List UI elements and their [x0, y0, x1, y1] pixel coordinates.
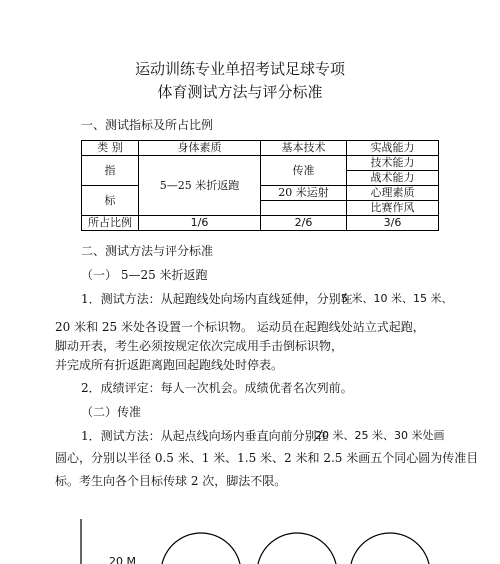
- header-category: 类 别: [82, 141, 139, 156]
- sub1-method-line1: 1．测试方法：从起跑线处向场内直线延伸，分别在: [81, 292, 353, 306]
- table-row: [82, 186, 439, 201]
- sub2-method-distances: 20 米、25 米、30 米处画: [315, 429, 445, 442]
- sub1-method-line3: 脚动开表，考生必须按规定依次完成用手击倒标识物，: [55, 339, 344, 353]
- technique-pass-cell: 传准: [261, 156, 347, 186]
- header-physical: 身体素质: [139, 141, 261, 156]
- target-circle-25m: [257, 533, 337, 564]
- sub1-method-distances: 5 米、10 米、15 米、: [341, 292, 453, 305]
- table-row: [82, 156, 439, 171]
- sub1-scoring: 2．成绩评定：每人一次机会。成绩优者名次列前。: [81, 381, 353, 395]
- sub1-title: （一） 5—25 米折返跑: [81, 268, 208, 282]
- distance-label: 20 M: [109, 555, 136, 564]
- section1-heading: 一、测试指标及所占比例: [81, 118, 214, 132]
- header-technique: 基本技术: [261, 141, 347, 156]
- sub2-method-line1: 1．测试方法：从起点线向场内垂直向前分别在: [81, 429, 329, 443]
- ratio-technique: 2/6: [261, 216, 347, 231]
- category-cell-top: 指: [82, 156, 139, 186]
- ratio-label: 所占比例: [82, 216, 139, 231]
- sub1-method-line2: 20 米和 25 米处各设置一个标识物。 运动员在起跑线处站立式起跑，: [55, 320, 425, 334]
- technique-shot-cell: 20 米运射: [261, 186, 347, 201]
- category-cell-bottom: 标: [82, 186, 139, 216]
- table-ratio-row: [82, 216, 439, 231]
- section2-heading: 二、测试方法与评分标准: [81, 244, 214, 258]
- metrics-table: [81, 140, 439, 231]
- target-circles-diagram: [0, 515, 500, 564]
- target-circle-20m: [161, 533, 241, 564]
- ratio-physical: 1/6: [139, 216, 261, 231]
- table-header-row: [82, 141, 439, 156]
- combat-cell: 比赛作风: [347, 201, 439, 216]
- combat-cell: 战术能力: [347, 171, 439, 186]
- sub1-method-line4: 并完成所有折返距离跑回起跑线处时停表。: [55, 358, 284, 372]
- technique-empty-cell: [261, 201, 347, 216]
- physical-cell: 5—25 米折返跑: [139, 156, 261, 216]
- sub2-method-line3: 标。考生向各个目标传球 2 次，脚法不限。: [55, 474, 287, 488]
- combat-cell: 技术能力: [347, 156, 439, 171]
- document-title-line1: 运动训练专业单招考试足球专项: [134, 60, 345, 78]
- sub2-title: （二）传准: [81, 405, 142, 419]
- document-title-line2: 体育测试方法与评分标准: [157, 83, 323, 101]
- sub2-method-line2: 圆心，分别以半径 0.5 米、1 米、1.5 米、2 米和 2.5 米画五个同心圆为传准目: [55, 451, 479, 465]
- ratio-combat: 3/6: [347, 216, 439, 231]
- target-circle-30m: [350, 533, 430, 564]
- combat-cell: 心理素质: [347, 186, 439, 201]
- header-combat: 实战能力: [347, 141, 439, 156]
